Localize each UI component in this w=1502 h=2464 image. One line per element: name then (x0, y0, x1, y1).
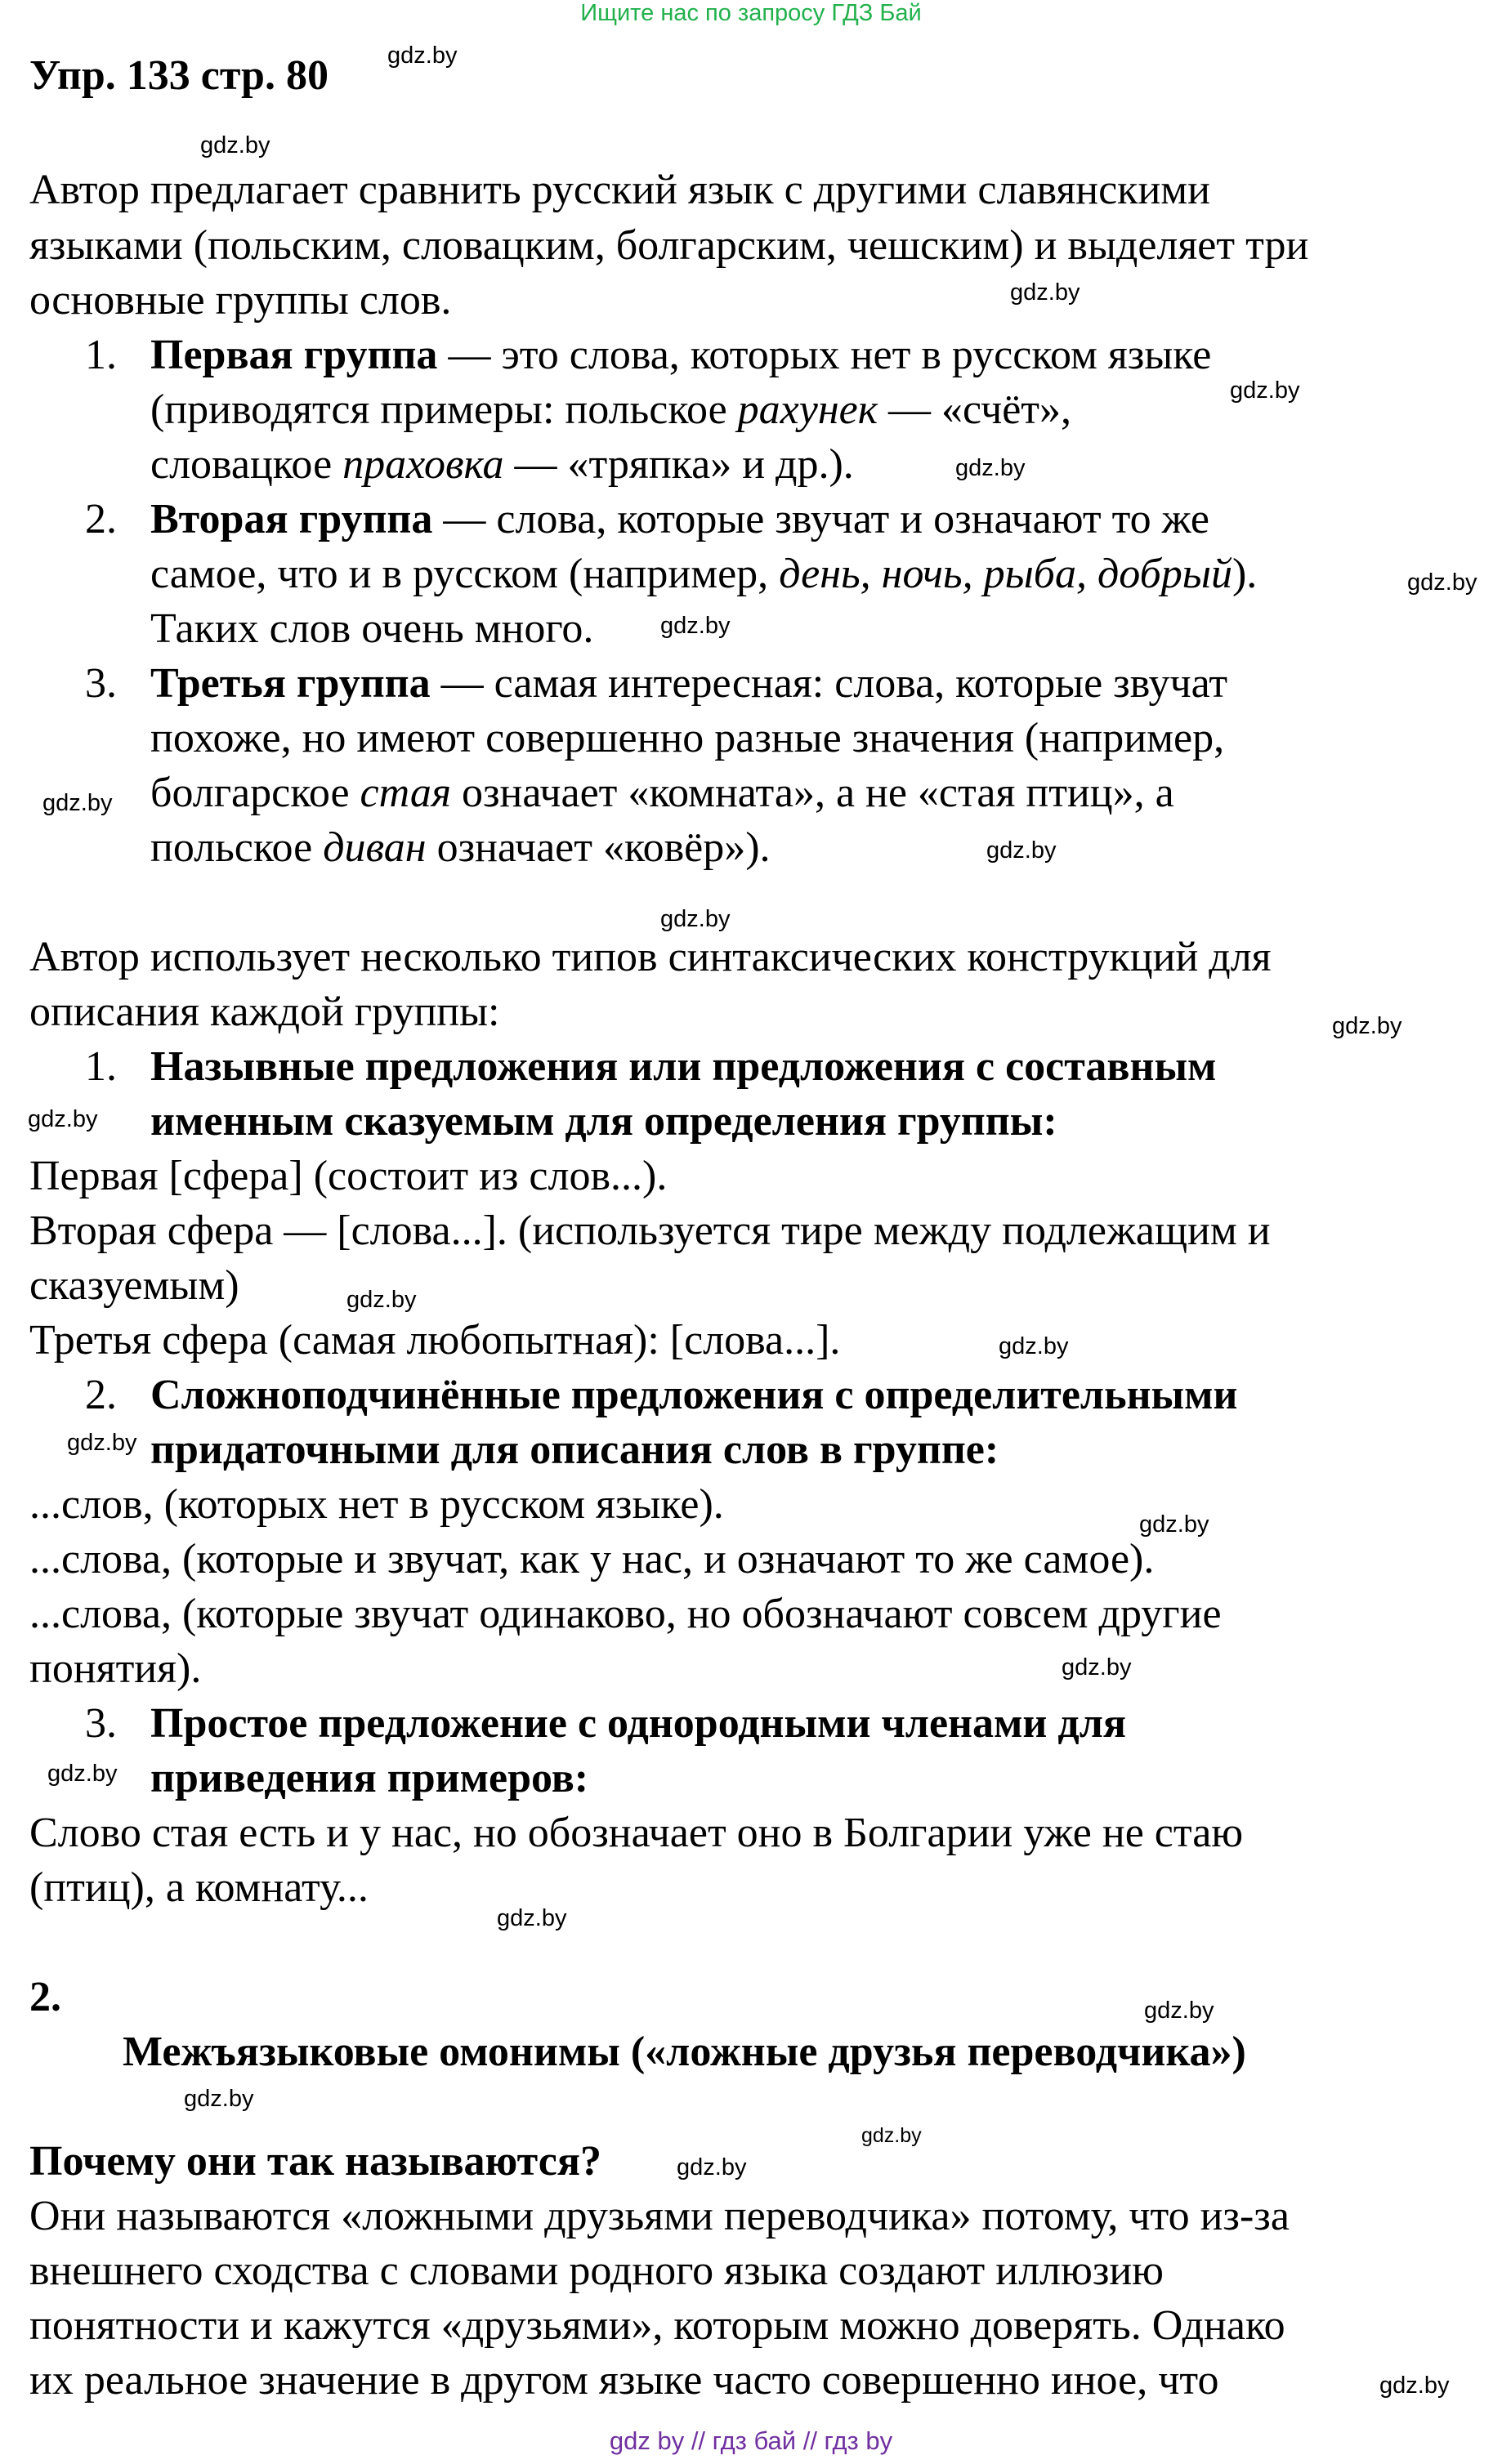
group-3-line-2: похоже, но имеют совершенно разные значения (например, (150, 715, 1225, 761)
intro-line-3: основные группы слов. (29, 277, 452, 324)
group-2-line-3: Таких слов очень много. (150, 605, 594, 652)
type-2-example-4: понятия). (29, 1645, 202, 1692)
exercise-title: Упр. 133 стр. 80 (29, 52, 329, 99)
part-2-heading: Межъязыковые омонимы («ложные друзья переводчика») (123, 2029, 1246, 2075)
group-1-title: Первая группа (150, 332, 438, 378)
group-1-text: — это слова, которых нет в русском языке (437, 332, 1212, 378)
watermark: gdz.by (986, 837, 1057, 864)
type-1-example-1: Первая [сфера] (состоит из слов...). (29, 1153, 668, 1199)
watermark: gdz.by (677, 2154, 747, 2181)
example-prakhovka: праховка (342, 441, 504, 488)
group-2-number: 2. (85, 496, 117, 542)
watermark: gdz.by (346, 1287, 417, 1313)
watermark: gdz.by (184, 2086, 254, 2112)
type-2-number: 2. (85, 1372, 117, 1418)
footer-links[interactable]: gdz by // гдз бай // гдз by (609, 2426, 893, 2455)
group-3-line-1 (150, 657, 1227, 711)
part-2-number: 2. (29, 1974, 61, 2020)
group-3-line-4 (150, 821, 771, 875)
group-2-text-2a: самое, что и в русском (например, (150, 551, 780, 597)
watermark: gdz.by (1332, 1013, 1402, 1039)
type-1-example-3: сказуемым) (29, 1262, 239, 1309)
group-1-text-2a: (приводятся примеры: польское (150, 386, 738, 433)
group-3-text-4b: означает «ковёр»). (426, 824, 771, 871)
watermark: gdz.by (861, 2124, 922, 2147)
group-2-line-2 (150, 547, 1257, 601)
type-3-example-1: Слово стая есть и у нас, но обозначает оно в Болгарии уже не стаю (29, 1810, 1244, 1856)
watermark: gdz.by (1062, 1654, 1132, 1681)
watermark: gdz.by (1139, 1511, 1209, 1538)
group-3-text-3a: болгарское (150, 770, 360, 816)
group-1-text-2b: — «счёт», (878, 386, 1072, 433)
type-2-heading-1: Сложноподчинённые предложения с определительными (150, 1372, 1238, 1418)
watermark: gdz.by (1230, 377, 1300, 404)
examples-day-night: день, ночь, рыба, добрый (779, 551, 1232, 597)
group-1-line-1 (150, 328, 1211, 382)
group-3-title: Третья группа (150, 660, 431, 707)
answer-line-1: Они называются «ложными друзьями переводчика» потому, что из-за (29, 2193, 1290, 2239)
group-1-line-2 (150, 383, 1071, 437)
watermark: gdz.by (47, 1761, 118, 1787)
answer-line-4: их реальное значение в другом языке часто совершенно иное, что (29, 2357, 1219, 2404)
example-staya: стая (360, 770, 451, 816)
syntax-intro-line-2: описания каждой группы: (29, 989, 500, 1035)
group-3-line-3 (150, 766, 1174, 820)
type-3-heading-1: Простое предложение с однородными членами для (150, 1700, 1126, 1747)
type-2-example-2: ...слова, (которые и звучат, как у нас, и означают то же самое). (29, 1536, 1155, 1582)
type-1-example-4: Третья сфера (самая любопытная): [слова...]. (29, 1317, 841, 1364)
intro-line-1: Автор предлагает сравнить русский язык с другими славянскими (29, 167, 1211, 213)
intro-line-2: языками (польским, словацким, болгарским, чешским) и выделяет три (29, 222, 1309, 269)
watermark: gdz.by (42, 790, 113, 816)
group-1-line-3 (150, 438, 854, 492)
syntax-intro-line-1: Автор использует несколько типов синтаксических конструкций для (29, 934, 1272, 980)
type-3-example-2: (птиц), а комнату... (29, 1864, 369, 1911)
watermark: gdz.by (999, 1333, 1069, 1359)
group-2-text: — слова, которые звучат и означают то же (432, 496, 1209, 542)
example-rakhunek: рахунек (737, 386, 878, 433)
watermark: gdz.by (660, 906, 731, 932)
answer-line-2: внешнего сходства с словами родного языка создают иллюзию (29, 2248, 1164, 2294)
type-1-heading-1: Назывные предложения или предложения с составным (150, 1043, 1217, 1090)
type-1-number: 1. (85, 1043, 117, 1090)
answer-line-3: понятности и кажутся «друзьями», которым можно доверять. Однако (29, 2302, 1285, 2349)
type-3-number: 3. (85, 1700, 117, 1747)
type-2-example-3: ...слова, (которые звучат одинаково, но обозначают совсем другие (29, 1591, 1222, 1637)
watermark: gdz.by (660, 613, 731, 639)
type-3-heading-2: приведения примеров: (150, 1755, 589, 1801)
type-1-heading-2: именным сказуемым для определения группы: (150, 1098, 1057, 1145)
watermark: gdz.by (1407, 569, 1477, 596)
type-2-example-1: ...слов, (которых нет в русском языке). (29, 1481, 724, 1528)
group-1-text-3a: словацкое (150, 441, 343, 488)
watermark: gdz.by (1379, 2372, 1450, 2399)
group-2-text-2b: ). (1232, 551, 1258, 597)
group-2-title: Вторая группа (150, 496, 433, 542)
part-2-question: Почему они так называются? (29, 2138, 601, 2185)
watermark: gdz.by (200, 132, 270, 158)
group-2-line-1 (150, 493, 1209, 547)
watermark: gdz.by (28, 1106, 98, 1132)
group-3-text-3b: означает «комната», а не «стая птиц», а (451, 770, 1174, 816)
group-3-text: — самая интересная: слова, которые звучат (430, 660, 1228, 707)
watermark: gdz.by (67, 1430, 137, 1456)
watermark: gdz.by (497, 1905, 567, 1931)
group-3-text-4a: польское (150, 824, 324, 871)
example-divan: диван (323, 824, 427, 871)
top-banner[interactable]: Ищите нас по запросу ГДЗ Бай (580, 0, 922, 26)
watermark: gdz.by (387, 42, 458, 69)
group-3-number: 3. (85, 660, 117, 707)
group-1-text-3b: — «тряпка» и др.). (503, 441, 854, 488)
watermark: gdz.by (1010, 279, 1080, 306)
type-2-heading-2: придаточными для описания слов в группе: (150, 1426, 999, 1473)
group-1-number: 1. (85, 332, 117, 378)
type-1-example-2: Вторая сфера — [слова...]. (используется тире между подлежащим и (29, 1207, 1271, 1254)
watermark: gdz.by (955, 455, 1026, 481)
watermark: gdz.by (1144, 1998, 1214, 2024)
